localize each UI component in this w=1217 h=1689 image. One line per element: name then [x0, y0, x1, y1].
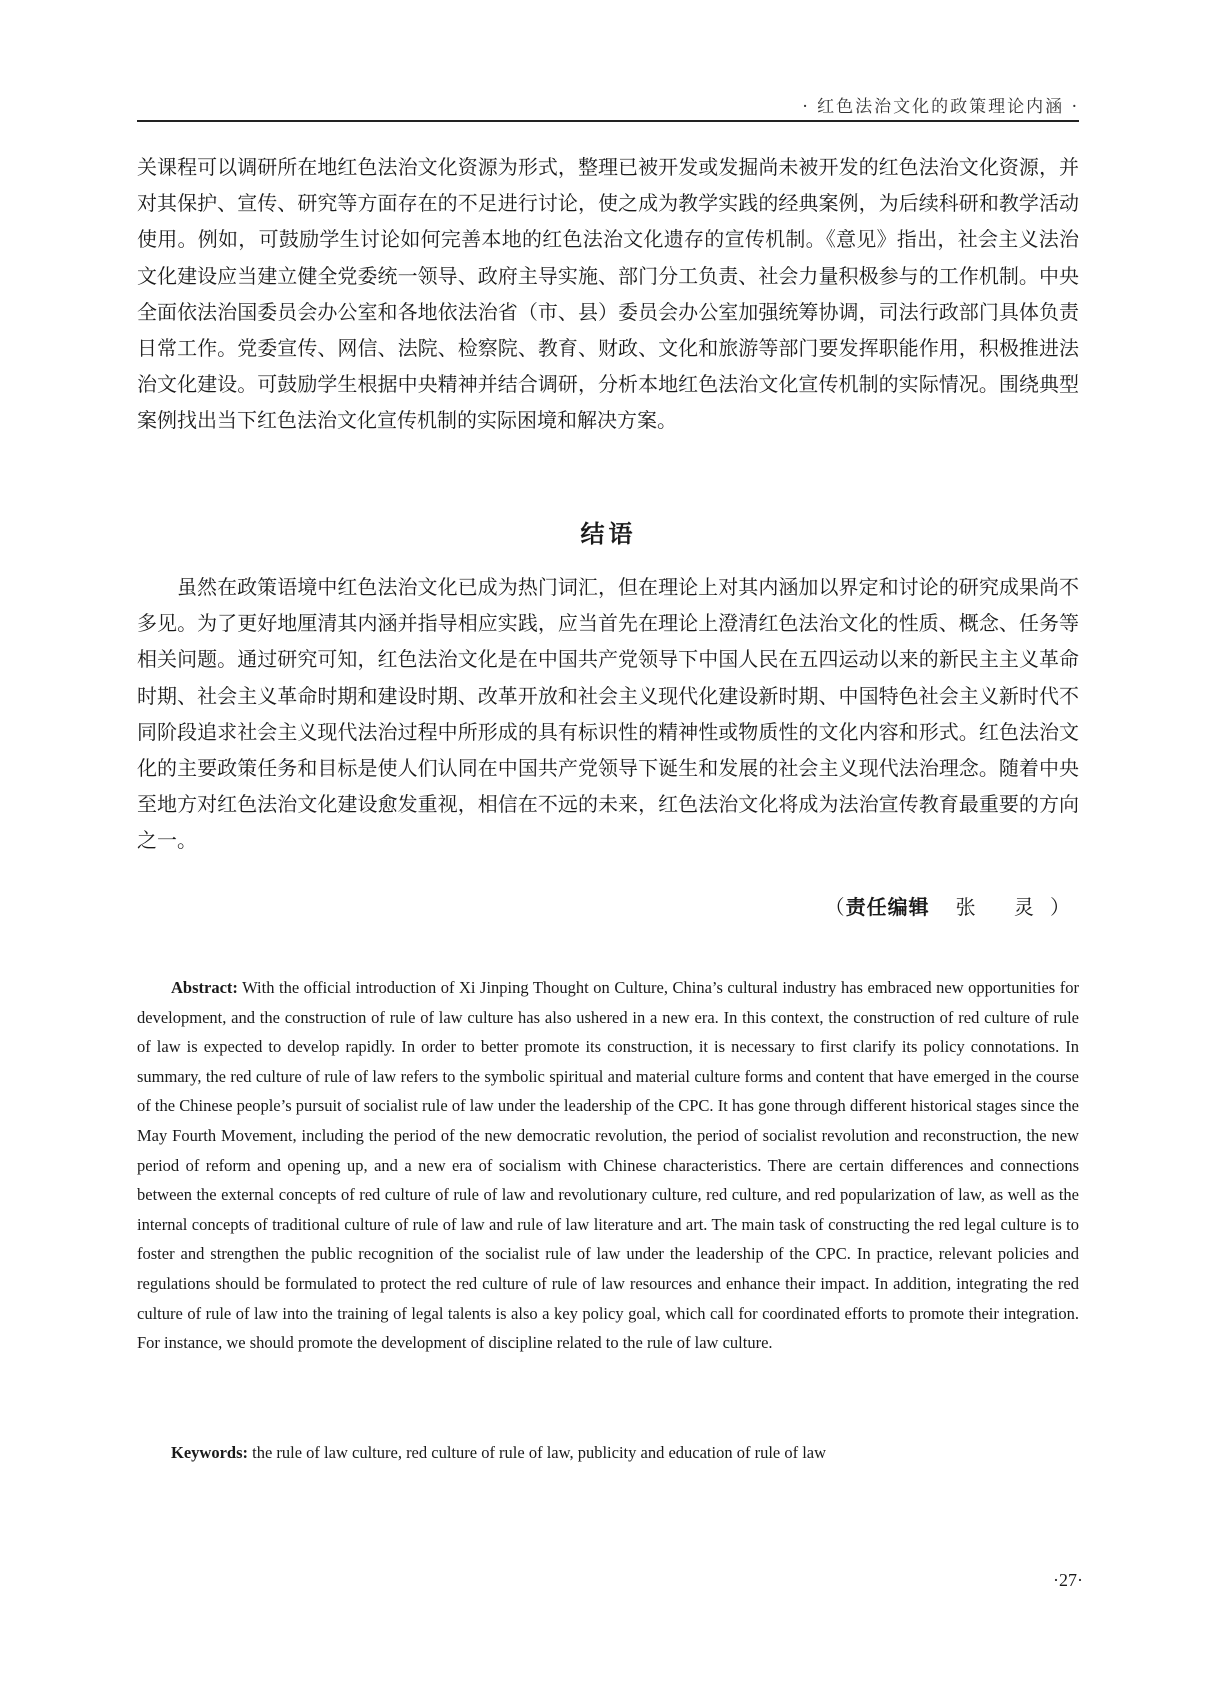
- body-paragraph-1: 关课程可以调研所在地红色法治文化资源为形式，整理已被开发或发掘尚未被开发的红色法治文化资源，并对其保护、宣传、研究等方面存在的不足进行讨论，使之成为教学实践的经典案例，为后续科研和教学活动使用。例如，可鼓励学生讨论如何完善本地的红色法治文化遗存的宣传机制。《意见》指出，社会主义法治文化建设应当建立健全党委统一领导、政府主导实施、部门分工负责、社会力量积极参与的工作机制。中央全面依法治国委员会办公室和各地依法治省（市、县）委员会办公室加强统筹协调，司法行政部门具体负责日常工作。党委宣传、网信、法院、检察院、教育、财政、文化和旅游等部门要发挥职能作用，积极推进法治文化建设。可鼓励学生根据中央精神并结合调研，分析本地红色法治文化宣传机制的实际情况。围绕典型案例找出当下红色法治文化宣传机制的实际困境和解决方案。: [137, 155, 1079, 433]
- body-paragraph-2: 虽然在政策语境中红色法治文化已成为热门词汇，但在理论上对其内涵加以界定和讨论的研究成果尚不多见。为了更好地厘清其内涵并指导相应实践，应当首先在理论上澄清红色法治文化的性质、概念、任务等相关问题。通过研究可知，红色法治文化是在中国共产党领导下中国人民在五四运动以来的新民主主义革命时期、社会主义革命时期和建设时期、改革开放和社会主义现代化建设新时期、中国特色社会主义新时代不同阶段追求社会主义现代法治过程中所形成的具有标识性的精神性或物质性的文化内容和形式。红色法治文化的主要政策任务和目标是使人们认同在中国共产党领导下诞生和发展的社会主义现代法治理念。随着中央至地方对红色法治文化建设愈发重视，相信在不远的未来，红色法治文化将成为法治宣传教育最重要的方向之一。: [137, 575, 1079, 853]
- english-keywords: [137, 1438, 1079, 1468]
- english-abstract: [137, 973, 1079, 1358]
- section-title-conclusion: 结语: [580, 519, 637, 548]
- abstract-label: Abstract:: [171, 978, 238, 997]
- editor-close-paren: ）: [1050, 895, 1071, 919]
- editor-label: 责任编辑: [845, 895, 930, 919]
- page-number: ·27·: [1053, 1570, 1083, 1590]
- header-rule: [137, 120, 1079, 122]
- keywords-text: the rule of law culture, red culture of rule of law, publicity and education of rule of law: [248, 1443, 827, 1462]
- running-head: · 红色法治文化的政策理论内涵 ·: [802, 97, 1079, 117]
- keywords-label: Keywords:: [171, 1443, 248, 1462]
- responsible-editor: [825, 891, 1071, 920]
- editor-open-paren: （: [824, 895, 846, 919]
- editor-name: 张 灵: [955, 895, 1050, 919]
- abstract-text: With the official introduction of Xi Jinping Thought on Culture, China’s cultural industry has embraced new opportunities for development, and the construction of rule of law culture has also ushered in a new era. In this context, the construction of red culture of rule of law is expected to develop rapidly. In order to better promote its construction, it is necessary to first clarify its policy connotations. In summary, the red culture of rule of law refers to the symbolic spiritual and material culture forms and content that have emerged in the course of the Chinese people’s pursuit of socialist rule of law under the leadership of the CPC. It has gone through different historical stages since the May Fourth Movement, including the period of the new democratic revolution, the period of socialist revolution and reconstruction, the new period of reform and opening up, and a new era of socialism with Chinese characteristics. There are certain differences and connections between the external concepts of red culture of rule of law and revolutionary culture, red culture, and red popularization of law, as well as the internal concepts of traditional culture of rule of law and rule of law literature and art. The main task of constructing the red legal culture is to foster and strengthen the public recognition of the socialist rule of law under the leadership of the CPC. In practice, relevant policies and regulations should be formulated to protect the red culture of rule of law resources and enhance their impact. In addition, integrating the red culture of rule of law into the training of legal talents is also a key policy goal, which call for coordinated efforts to promote their integration. For instance, we should promote the development of discipline related to the rule of law culture.: [137, 978, 1079, 1353]
